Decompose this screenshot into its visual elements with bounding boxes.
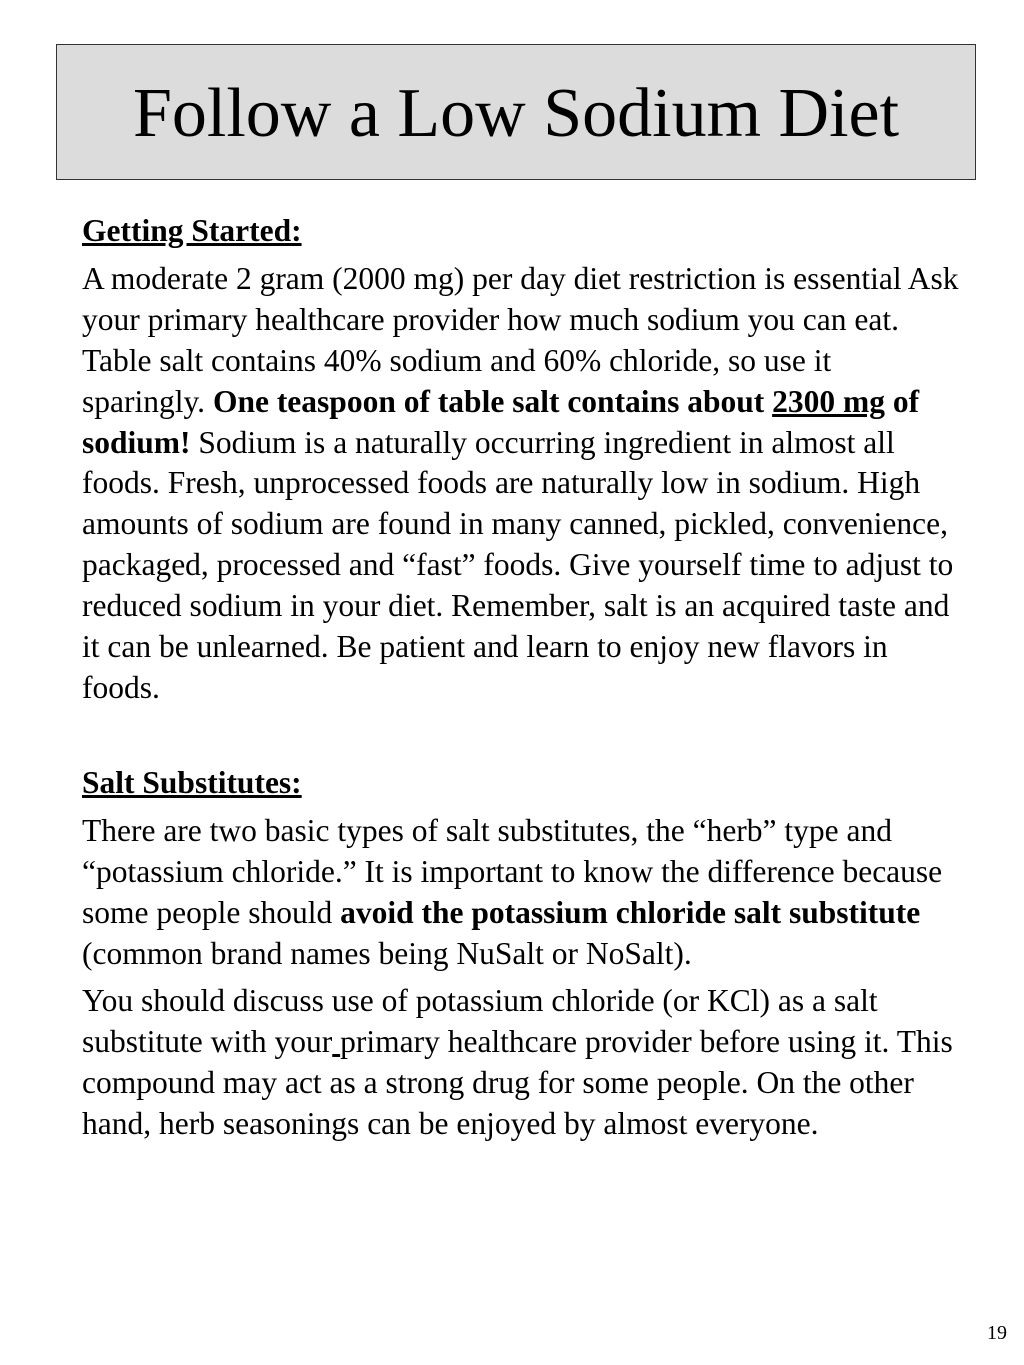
- getting-started-heading: Getting Started:: [82, 213, 302, 248]
- title-box: [56, 44, 976, 180]
- salt-substitutes-p2-text-2: primary healthcare provider before using it. This compound may act as a strong drug for some people. On the other hand, herb seasonings can be enjoyed by almost everyone.: [82, 1024, 953, 1142]
- getting-started-bold-1: One teaspoon of table salt contains about: [212, 383, 773, 419]
- page-title: Follow a Low Sodium Diet: [132, 75, 900, 152]
- getting-started-bold-2: of sodium!: [82, 383, 920, 460]
- getting-started-bold-underline: 2300 mg: [772, 383, 885, 419]
- page-number: 19: [987, 1322, 1007, 1344]
- content-body: [82, 211, 962, 1145]
- getting-started-text-1: A moderate 2 gram (2000 mg) per day diet restriction is essential Ask your primary healthcare provider how much sodium you can eat. Table salt contains 40% sodium and 60% chloride, so use it sparingly.: [82, 260, 959, 419]
- salt-substitutes-p1-text-1: There are two basic types of salt substitutes, the “herb” type and “potassium chloride.” It is important to know the difference because some people should: [82, 812, 943, 930]
- getting-started-paragraph: [82, 259, 962, 709]
- salt-substitutes-paragraph-1: [82, 811, 962, 975]
- salt-substitutes-p2-underlined-space: [332, 1024, 340, 1059]
- salt-substitutes-p2-text-1: You should discuss use of potassium chloride (or KCl) as a salt substitute with your: [82, 983, 878, 1060]
- salt-substitutes-p1-text-2: (common brand names being NuSalt or NoSalt).: [82, 935, 692, 971]
- salt-substitutes-p1-bold: avoid the potassium chloride salt substitute: [340, 894, 921, 930]
- salt-substitutes-heading: Salt Substitutes:: [82, 764, 302, 800]
- getting-started-text-2: Sodium is a naturally occurring ingredient in almost all foods. Fresh, unprocessed foods are naturally low in sodium. High amounts of sodium are found in many canned, pickled, convenience, packaged, processed and “fast” foods. Give yourself time to adjust to reduced sodium in your diet. Remember, salt is an acquired taste and it can be unlearned. Be patient and learn to enjoy new flavors in foods.: [82, 424, 954, 705]
- salt-substitutes-paragraph-2: [82, 981, 962, 1145]
